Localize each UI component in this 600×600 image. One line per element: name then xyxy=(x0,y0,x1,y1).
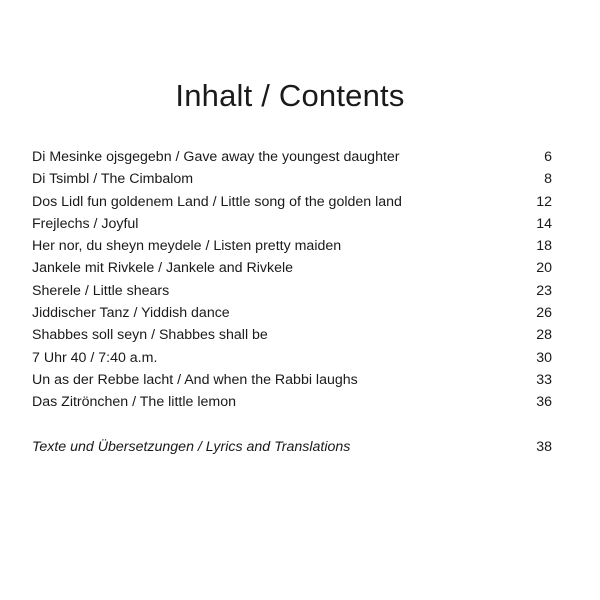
toc-entry-title: Jiddischer Tanz / Yiddish dance xyxy=(32,305,230,322)
table-of-contents xyxy=(32,146,552,414)
toc-page-number: 18 xyxy=(536,238,552,255)
toc-entry-title: Her nor, du sheyn meydele / Listen pretty maiden xyxy=(32,238,342,255)
toc-entry-title: Dos Lidl fun goldenem Land / Little song of the golden land xyxy=(32,193,402,210)
toc-row xyxy=(32,391,552,413)
toc-page-number: 33 xyxy=(536,371,552,388)
toc-entry-title: Di Tsimbl / The Cimbalom xyxy=(32,171,194,188)
toc-entry-title: Sherele / Little shears xyxy=(32,282,170,299)
toc-row xyxy=(32,213,552,235)
toc-entry-title: Un as der Rebbe lacht / And when the Rabbi laughs xyxy=(32,371,358,388)
toc-page-number: 36 xyxy=(536,394,552,411)
toc-row xyxy=(32,168,552,190)
toc-row xyxy=(32,347,552,369)
toc-row xyxy=(32,280,552,302)
toc-page-number: 12 xyxy=(536,193,552,210)
toc-row xyxy=(32,324,552,346)
toc-row xyxy=(32,235,552,257)
toc-entry-title: Shabbes soll seyn / Shabbes shall be xyxy=(32,327,268,344)
toc-page-number: 8 xyxy=(544,171,552,188)
toc-page-number: 23 xyxy=(536,282,552,299)
toc-appendix-row xyxy=(32,436,552,458)
toc-page-number: 14 xyxy=(536,215,552,232)
toc-entry-title: 7 Uhr 40 / 7:40 a.m. xyxy=(32,349,158,366)
toc-row xyxy=(32,302,552,324)
toc-appendix-title: Texte und Übersetzungen / Lyrics and Translations xyxy=(32,439,351,455)
toc-page-number: 30 xyxy=(536,349,552,366)
toc-row xyxy=(32,146,552,168)
toc-row xyxy=(32,257,552,279)
toc-page-number: 26 xyxy=(536,305,552,322)
toc-entry-title: Das Zitrönchen / The little lemon xyxy=(32,394,236,411)
toc-entry-title: Jankele mit Rivkele / Jankele and Rivkele xyxy=(32,260,294,277)
page-title: Inhalt / Contents xyxy=(175,78,405,113)
toc-page-number: 38 xyxy=(536,439,552,455)
toc-row xyxy=(32,191,552,213)
toc-page-number: 28 xyxy=(536,327,552,344)
toc-page-number: 6 xyxy=(544,149,552,165)
toc-page-number: 20 xyxy=(536,260,552,277)
toc-row xyxy=(32,369,552,391)
toc-entry-title: Frejlechs / Joyful xyxy=(32,215,139,232)
toc-entry-title: Di Mesinke ojsgegebn / Gave away the youngest daughter xyxy=(32,149,400,165)
